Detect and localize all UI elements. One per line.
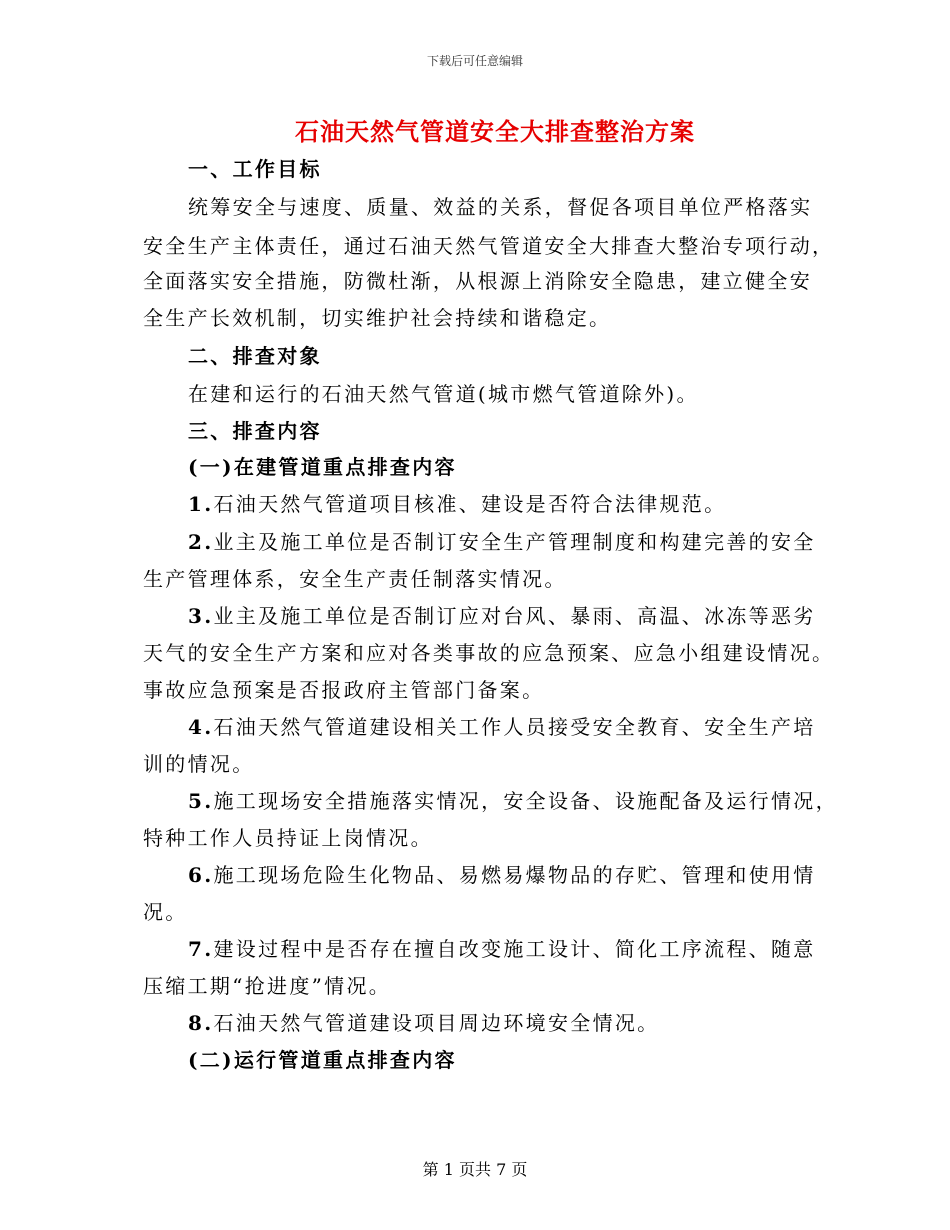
list-item-continuation: 训的情况。	[143, 752, 255, 776]
list-item	[188, 937, 816, 961]
item-text: 建设过程中是否存在擅自改变施工设计、简化工序流程、随意	[213, 937, 816, 961]
item-number: 5.	[188, 789, 214, 813]
document-title: 石油天然气管道安全大排查整治方案	[295, 117, 695, 146]
item-number: 7.	[188, 937, 214, 961]
item-text: 业主及施工单位是否制订安全生产管理制度和构建完善的安全	[213, 530, 816, 554]
list-item	[188, 1011, 659, 1035]
paragraph-line: 在建和运行的石油天然气管道(城市燃气管道除外)。	[188, 382, 699, 406]
subsection-heading: (二)运行管道重点排查内容	[188, 1048, 457, 1072]
list-item	[188, 530, 816, 554]
list-item-continuation: 压缩工期“抢进度”情况。	[143, 974, 392, 998]
list-item-continuation: 天气的安全生产方案和应对各类事故的应急预案、应急小组建设情况。	[143, 641, 835, 665]
item-number: 8.	[188, 1011, 214, 1035]
item-text: 石油天然气管道项目核准、建设是否符合法律规范。	[213, 492, 727, 516]
list-item-continuation: 特种工作人员持证上岗情况。	[143, 826, 433, 850]
list-item-continuation: 生产管理体系，安全生产责任制落实情况。	[143, 567, 567, 591]
list-item-continuation: 况。	[143, 900, 188, 924]
header-note: 下载后可任意编辑	[426, 54, 523, 68]
paragraph-line: 统筹安全与速度、质量、效益的关系，督促各项目单位严格落实	[188, 195, 813, 219]
section-heading-goals: 一、工作目标	[188, 157, 322, 181]
page-footer: 第 1 页共 7 页	[422, 1160, 528, 1179]
item-number: 3.	[188, 604, 214, 628]
item-text: 施工现场安全措施落实情况，安全设备、设施配备及运行情况，	[213, 789, 838, 813]
subsection-heading: (一)在建管道重点排查内容	[188, 455, 457, 479]
paragraph-line: 安全生产主体责任，通过石油天然气管道安全大排查大整治专项行动，	[143, 234, 835, 258]
paragraph-line: 全生产长效机制，切实维护社会持续和谐稳定。	[143, 306, 612, 330]
list-item	[188, 492, 726, 516]
list-item	[188, 789, 838, 813]
item-text: 施工现场危险生化物品、易燃易爆物品的存贮、管理和使用情	[213, 863, 816, 887]
paragraph-line: 全面落实安全措施，防微杜渐，从根源上消除安全隐患，建立健全安	[143, 269, 812, 293]
item-text: 石油天然气管道建设项目周边环境安全情况。	[213, 1011, 660, 1035]
item-text: 业主及施工单位是否制订应对台风、暴雨、高温、冰冻等恶劣	[213, 604, 816, 628]
section-heading-targets: 二、排查对象	[188, 344, 322, 368]
list-item	[188, 715, 816, 739]
item-number: 2.	[188, 530, 214, 554]
section-heading-content: 三、排查内容	[188, 419, 322, 443]
item-number: 1.	[188, 492, 214, 516]
list-item	[188, 604, 816, 628]
item-number: 6.	[188, 863, 214, 887]
list-item-continuation: 事故应急预案是否报政府主管部门备案。	[143, 678, 545, 702]
list-item	[188, 863, 816, 887]
item-text: 石油天然气管道建设相关工作人员接受安全教育、安全生产培	[213, 715, 816, 739]
item-number: 4.	[188, 715, 214, 739]
